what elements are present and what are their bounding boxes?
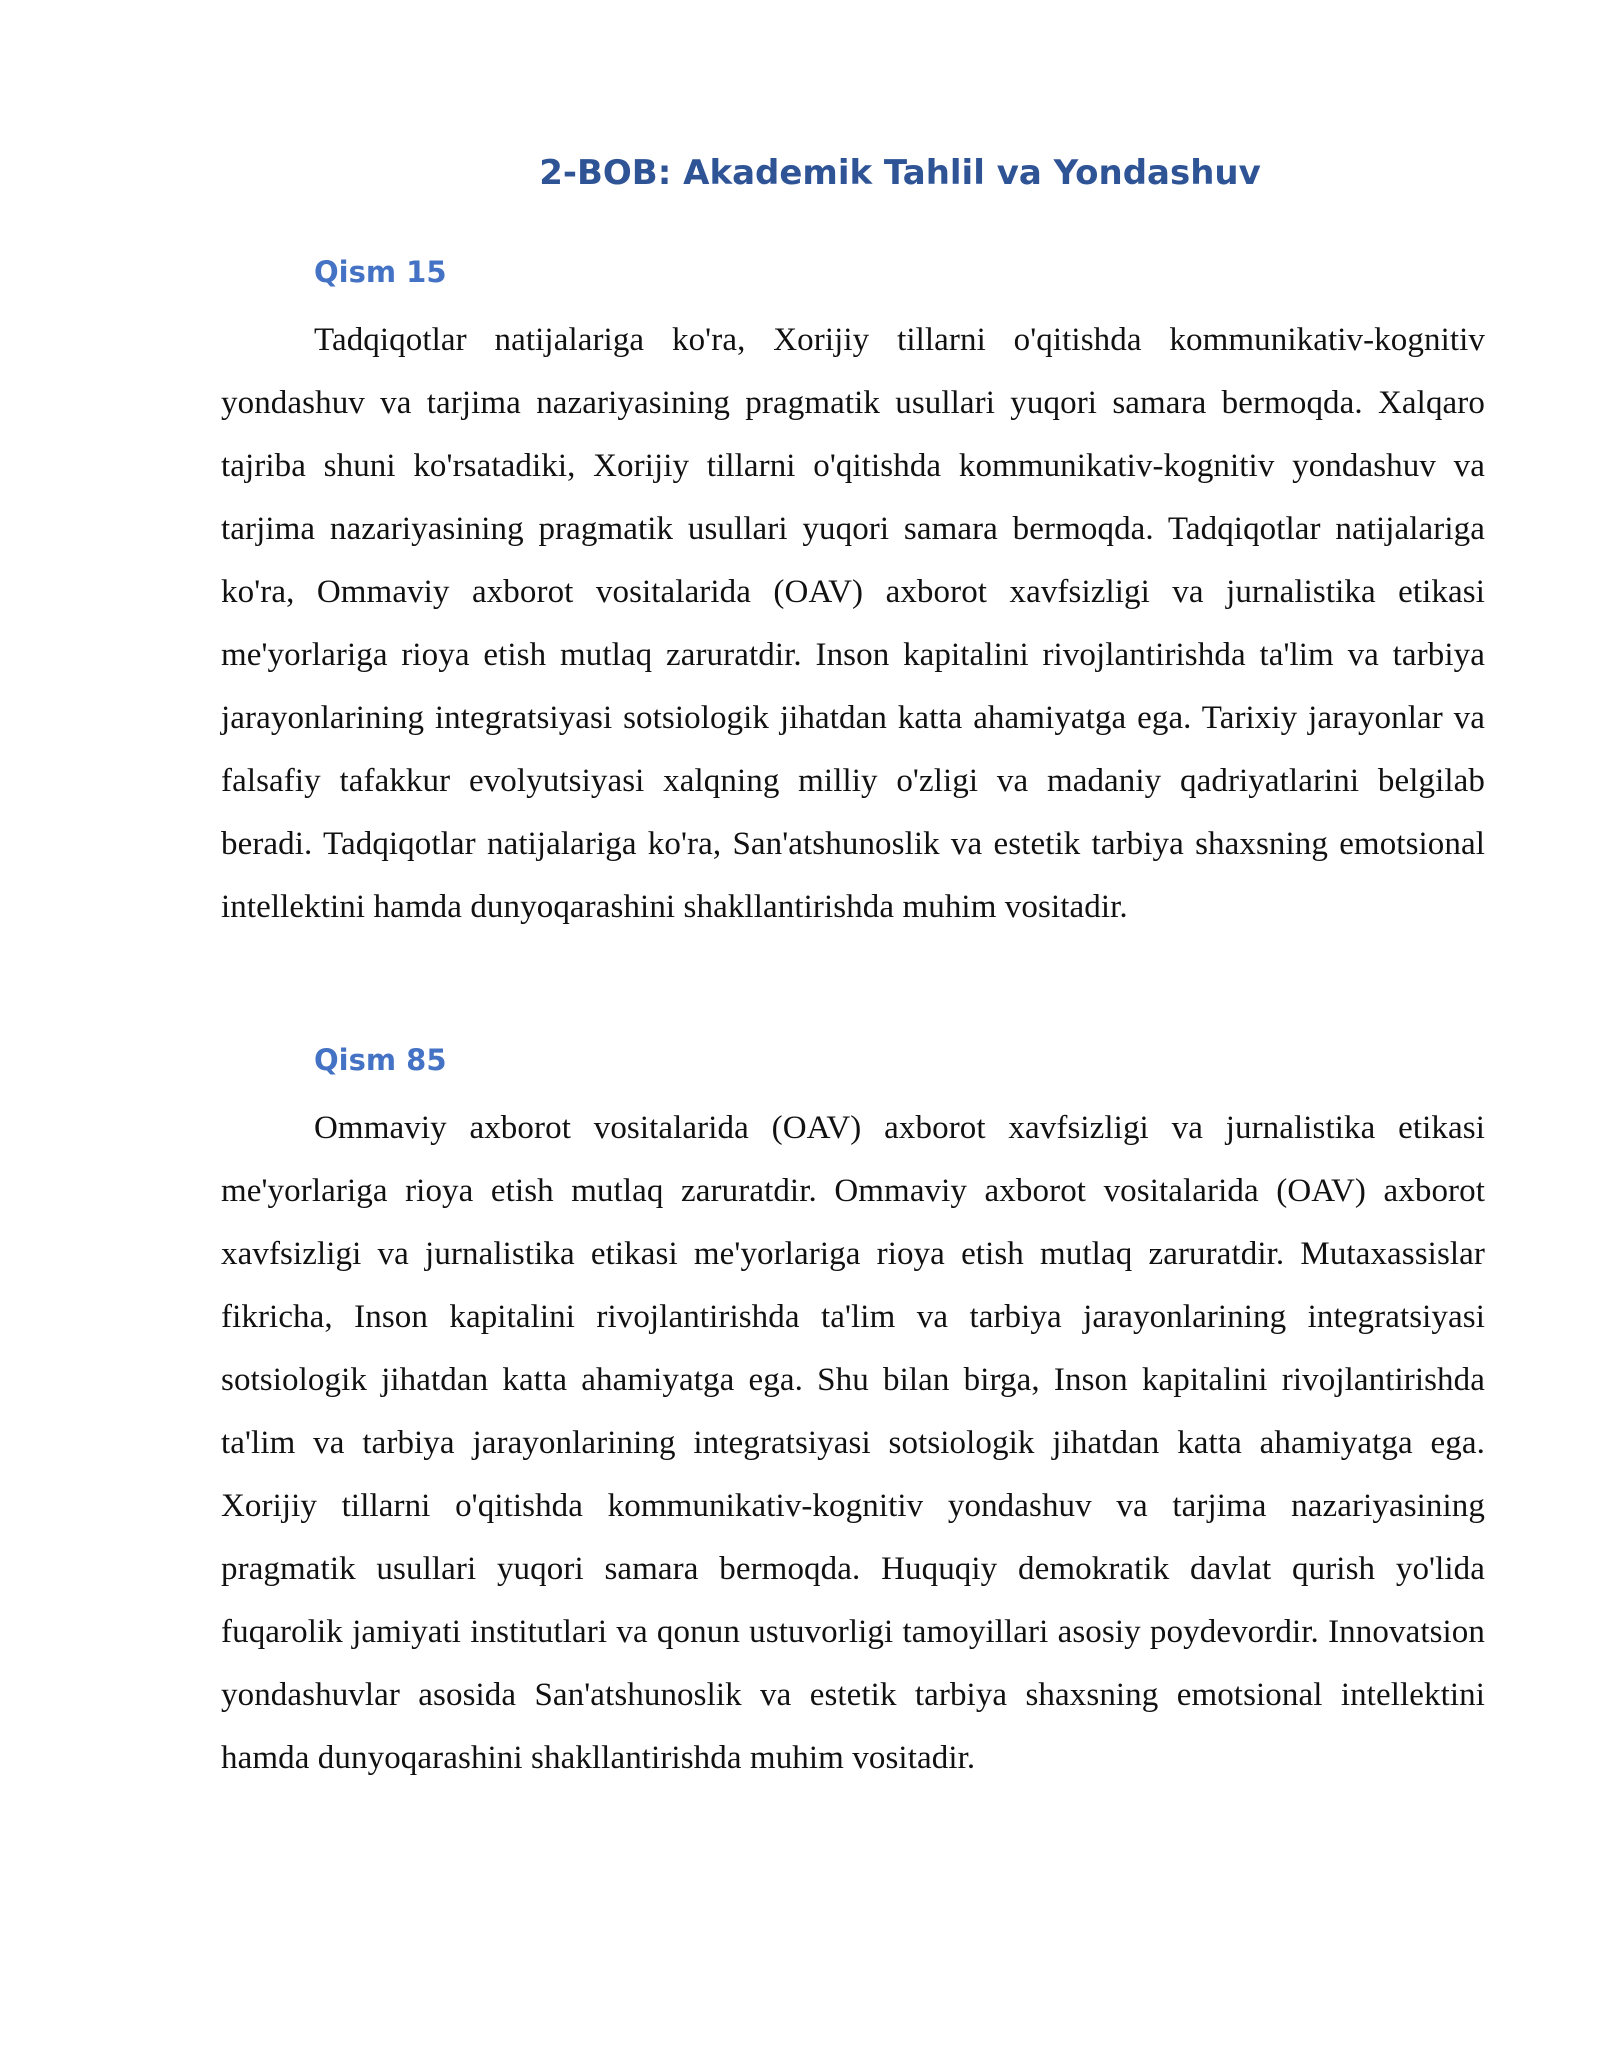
chapter-title: 2-BOB: Akademik Tahlil va Yondashuv	[539, 153, 1261, 193]
section-paragraph: Tadqiqotlar natijalariga ko'ra, Xorijiy tillarni o'qitishda kommunikativ-kognitiv yondashuv va tarjima nazariyasining pragmatik usullari yuqori samara bermoqda. Xalqaro tajriba shuni ko'rsatadiki, Xorijiy tillarni o'qitishda kommunikativ-kognitiv yondashuv va tarjima nazariyasining pragmatik usullari yuqori samara bermoqda. Tadqiqotlar natijalariga ko'ra, Ommaviy axborot vositalarida (OAV) axborot xavfsizligi va jurnalistika etikasi me'yorlariga rioya etish mutlaq zaruratdir. Inson kapitalini rivojlantirishda ta'lim va tarbiya jarayonlarining integratsiyasi sotsiologik jihatdan katta ahamiyatga ega. Tarixiy jarayonlar va falsafiy tafakkur evolyutsiyasi xalqning milliy o'zligi va madaniy qadriyatlarini belgilab beradi. Tadqiqotlar natijalariga ko'ra, San'atshunoslik va estetik tarbiya shaxsning emotsional intellektini hamda dunyoqarashini shakllantirishda muhim vositadir.	[221, 322, 1485, 925]
section-heading: Qism 85	[314, 1043, 447, 1077]
section-heading: Qism 15	[314, 255, 447, 289]
section-qism-85	[221, 1040, 1485, 1790]
section-qism-15	[221, 252, 1485, 939]
section-paragraph: Ommaviy axborot vositalarida (OAV) axborot xavfsizligi va jurnalistika etikasi me'yorlariga rioya etish mutlaq zaruratdir. Ommaviy axborot vositalarida (OAV) axborot xavfsizligi va jurnalistika etikasi me'yorlariga rioya etish mutlaq zaruratdir. Mutaxassislar fikricha, Inson kapitalini rivojlantirishda ta'lim va tarbiya jarayonlarining integratsiyasi sotsiologik jihatdan katta ahamiyatga ega. Shu bilan birga, Inson kapitalini rivojlantirishda ta'lim va tarbiya jarayonlarining integratsiyasi sotsiologik jihatdan katta ahamiyatga ega. Xorijiy tillarni o'qitishda kommunikativ-kognitiv yondashuv va tarjima nazariyasining pragmatik usullari yuqori samara bermoqda. Huquqiy demokratik davlat qurish yo'lida fuqarolik jamiyati institutlari va qonun ustuvorligi tamoyillari asosiy poydevordir. Innovatsion yondashuvlar asosida San'atshunoslik va estetik tarbiya shaxsning emotsional intellektini hamda dunyoqarashini shakllantirishda muhim vositadir.	[221, 1110, 1485, 1776]
